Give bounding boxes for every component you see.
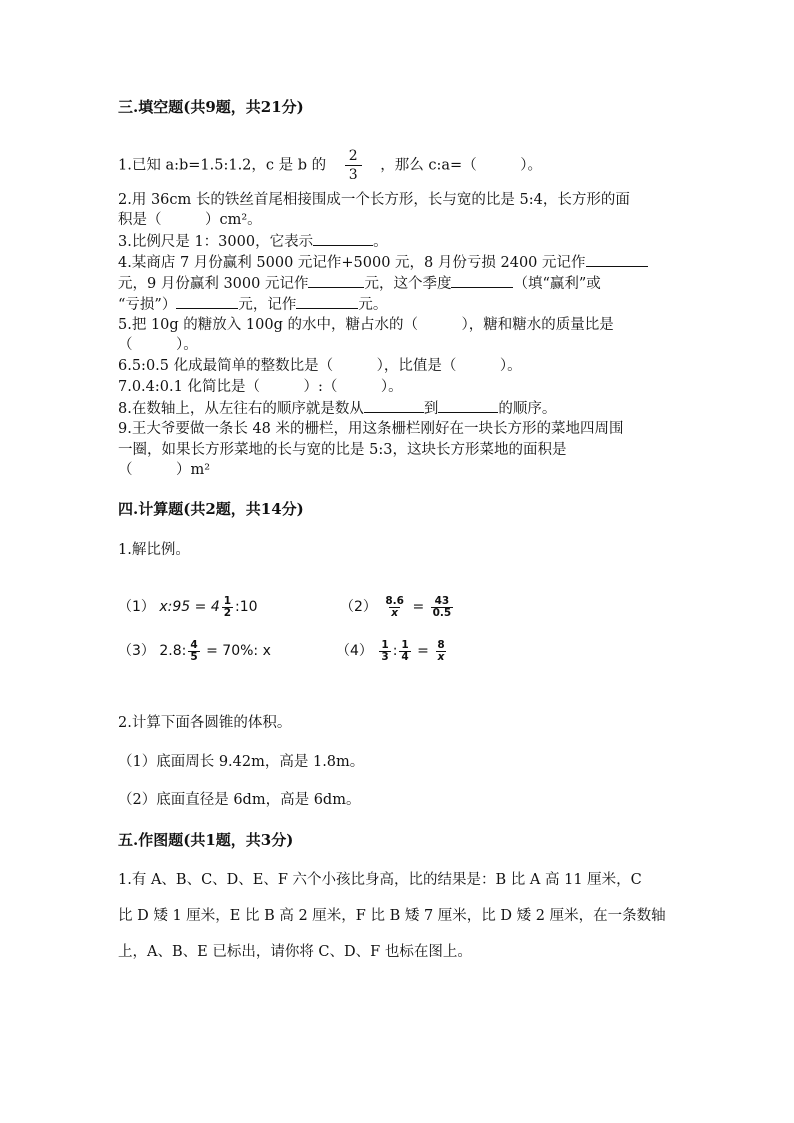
q5-1-line2: 比 D 矮 1 厘米，E 比 B 高 2 厘米，F 比 B 矮 7 厘米，比 D 矮 2 厘米，在一条数轴 bbox=[118, 908, 666, 924]
frac-numerator: 1 bbox=[401, 639, 409, 651]
answer-blank[interactable] bbox=[364, 398, 424, 413]
q3-4-line3 bbox=[118, 294, 387, 315]
proportion-4-fraction-1 bbox=[379, 640, 390, 662]
answer-blank[interactable] bbox=[296, 294, 358, 309]
q3-4-text-e: “亏损”） bbox=[118, 297, 177, 313]
proportion-4-fraction-2 bbox=[399, 640, 410, 662]
proportion-1 bbox=[118, 596, 258, 618]
proportion-4-eq: = bbox=[417, 643, 429, 659]
q3-4-line1 bbox=[118, 252, 648, 273]
q3-6: 6.5:0.5 化成最简单的整数比是（ ），比值是（ ）。 bbox=[118, 358, 522, 374]
section4-title: 四.计算题(共2题，共14分) bbox=[118, 500, 304, 518]
frac-numerator: 43 bbox=[434, 595, 450, 607]
frac-numerator: 1 bbox=[381, 639, 389, 651]
q3-9-line3: （ ）m² bbox=[118, 462, 211, 478]
frac-numerator: 8.6 bbox=[385, 595, 404, 607]
proportion-2 bbox=[340, 596, 455, 618]
frac-numerator: 8 bbox=[437, 639, 445, 651]
q3-1-fraction bbox=[345, 147, 362, 184]
frac-denominator: x bbox=[391, 606, 399, 619]
proportion-1-rhs: :10 bbox=[235, 599, 258, 615]
q3-3-text-a: 3.比例尺是 1：3000，它表示 bbox=[118, 234, 314, 250]
q3-7: 7.0.4:0.1 化简比是（ ）:（ ）。 bbox=[118, 379, 403, 395]
q5-1-line3: 上，A、B、E 已标出，请你将 C、D、F 也标在图上。 bbox=[118, 944, 472, 960]
q3-1-text-b: ，那么 c:a=（ ）。 bbox=[380, 157, 542, 174]
proportion-3-lhs: 2.8: bbox=[159, 643, 187, 659]
proportion-2-label: （2） bbox=[340, 599, 377, 615]
proportion-4-fraction-3 bbox=[435, 640, 446, 662]
q3-2-line2: 积是（ ）cm²。 bbox=[118, 212, 262, 228]
section5-title: 五.作图题(共1题，共3分) bbox=[118, 831, 294, 849]
proportion-4 bbox=[336, 640, 449, 662]
q3-4-text-b: 元，9 月份赢利 3000 元记作 bbox=[118, 276, 309, 292]
frac-denominator: 5 bbox=[190, 650, 198, 663]
q3-8-text-c: 的顺序。 bbox=[498, 401, 557, 417]
q3-8 bbox=[118, 398, 556, 419]
answer-blank[interactable] bbox=[451, 273, 513, 288]
answer-blank[interactable] bbox=[176, 294, 238, 309]
q4-2-title: 2.计算下面各圆锥的体积。 bbox=[118, 715, 292, 731]
frac-denominator: 0.5 bbox=[432, 606, 452, 619]
proportion-1-label: （1） bbox=[118, 599, 155, 615]
section3-title: 三.填空题(共9题，共21分) bbox=[118, 98, 304, 116]
proportion-1-fraction bbox=[222, 596, 233, 618]
q3-3 bbox=[118, 231, 388, 252]
frac-denominator: 3 bbox=[381, 650, 389, 663]
q3-3-text-b: 。 bbox=[373, 234, 388, 250]
q4-1-title: 1.解比例。 bbox=[118, 542, 190, 558]
frac-numerator: 4 bbox=[190, 639, 198, 651]
q3-4-text-g: 元。 bbox=[358, 297, 388, 313]
answer-blank[interactable] bbox=[586, 252, 648, 267]
frac-denominator: 3 bbox=[345, 165, 362, 184]
answer-blank[interactable] bbox=[308, 273, 364, 288]
proportion-2-eq: = bbox=[412, 599, 425, 615]
q3-5-line2: （ ）。 bbox=[118, 337, 198, 353]
q4-2-part1: （1）底面周长 9.42m，高是 1.8m。 bbox=[118, 754, 365, 770]
frac-numerator: 1 bbox=[223, 595, 232, 607]
q3-8-text-b: 到 bbox=[423, 401, 439, 417]
proportion-2-fraction-right bbox=[431, 596, 454, 618]
frac-denominator: 4 bbox=[401, 650, 409, 663]
frac-numerator: 2 bbox=[348, 148, 358, 164]
q3-1 bbox=[118, 147, 542, 184]
q3-1-text-a: 1.已知 a:b=1.5:1.2，c 是 b 的 bbox=[118, 157, 327, 174]
frac-denominator: x bbox=[437, 650, 445, 663]
q3-9-line1: 9.王大爷要做一条长 48 米的栅栏，用这条栅栏刚好在一块长方形的菜地四周围 bbox=[118, 421, 624, 437]
q3-4-text-d: （填“赢利”或 bbox=[513, 276, 601, 292]
q3-4-line2 bbox=[118, 273, 601, 294]
proportion-2-fraction-left bbox=[383, 596, 406, 618]
proportion-4-label: （4） bbox=[336, 643, 373, 659]
proportion-1-lhs: x:95 = 4 bbox=[159, 599, 220, 615]
q3-4-text-f: 元，记作 bbox=[238, 297, 297, 313]
q3-4-text-a: 4.某商店 7 月份赢利 5000 元记作+5000 元，8 月份亏损 2400 元记作 bbox=[118, 255, 586, 271]
q3-4-text-c: 元，这个季度 bbox=[364, 276, 452, 292]
proportion-3 bbox=[118, 640, 271, 662]
q5-1-line1: 1.有 A、B、C、D、E、F 六个小孩比身高，比的结果是：B 比 A 高 11 厘米，C bbox=[118, 872, 642, 888]
q4-2-part2: （2）底面直径是 6dm，高是 6dm。 bbox=[118, 792, 361, 808]
q3-2-line1: 2.用 36cm 长的铁丝首尾相接围成一个长方形，长与宽的比是 5:4，长方形的面 bbox=[118, 192, 630, 208]
proportion-4-colon: : bbox=[392, 643, 398, 659]
q3-5-line1: 5.把 10g 的糖放入 100g 的水中，糖占水的（ ），糖和糖水的质量比是 bbox=[118, 317, 614, 333]
q3-9-line2: 一圈，如果长方形菜地的长与宽的比是 5:3，这块长方形菜地的面积是 bbox=[118, 442, 567, 458]
frac-denominator: 2 bbox=[223, 606, 232, 619]
proportion-3-fraction bbox=[188, 640, 199, 662]
proportion-3-label: （3） bbox=[118, 643, 155, 659]
answer-blank[interactable] bbox=[438, 398, 498, 413]
q3-8-text-a: 8.在数轴上，从左往右的顺序就是数从 bbox=[118, 401, 364, 417]
answer-blank[interactable] bbox=[313, 231, 373, 246]
proportion-3-rhs: = 70%: x bbox=[201, 643, 271, 659]
